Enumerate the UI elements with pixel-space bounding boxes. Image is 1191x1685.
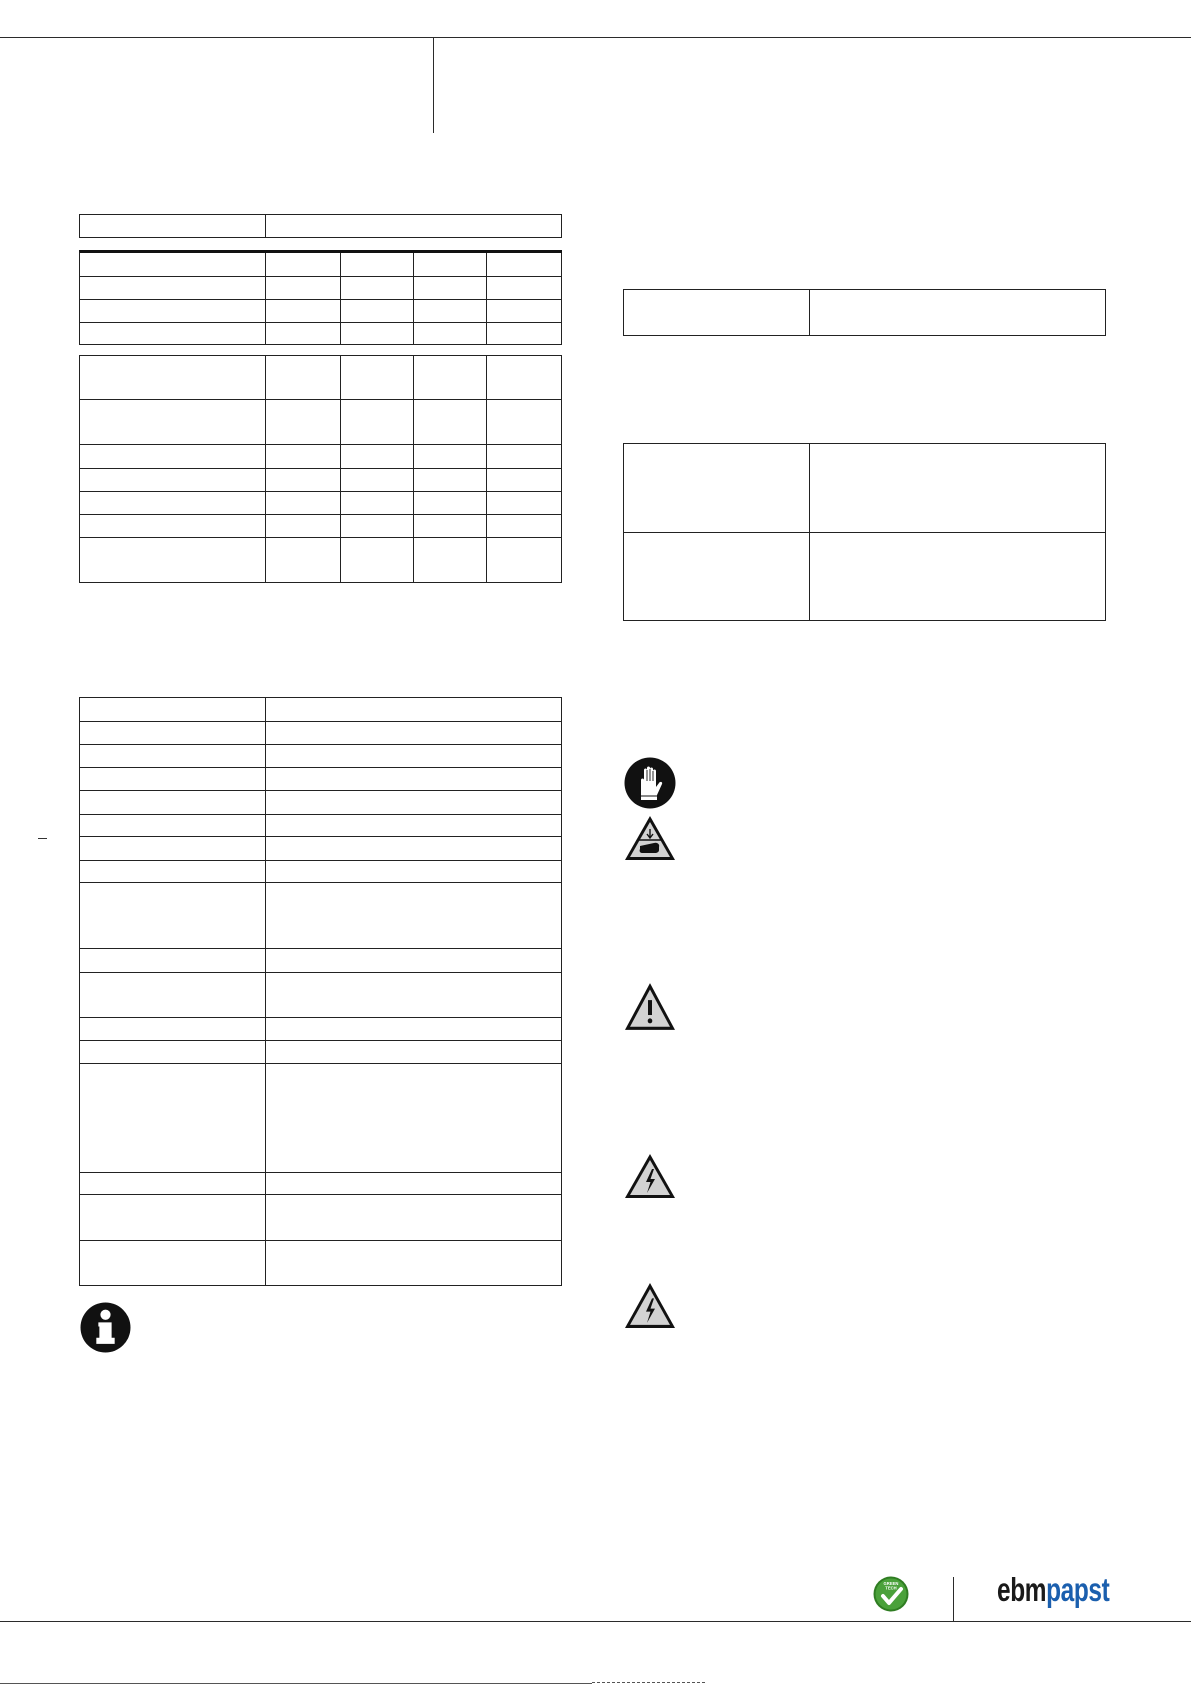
margin-mark	[38, 838, 47, 839]
info-icon	[80, 1302, 131, 1353]
table-cell	[414, 538, 487, 583]
table-cell	[80, 400, 266, 445]
table-cell	[80, 791, 266, 815]
table-cell	[341, 300, 414, 323]
table-cell	[414, 300, 487, 323]
table-cell	[266, 400, 341, 445]
table-cell	[266, 722, 562, 745]
warning-icon	[624, 982, 676, 1031]
table-cell	[80, 973, 266, 1018]
table-cell	[80, 1041, 266, 1064]
table-cell	[80, 722, 266, 745]
green-tech-badge-graphic	[873, 1576, 909, 1612]
table-cell	[414, 445, 487, 469]
table-cell	[80, 815, 266, 837]
table-cell	[487, 538, 562, 583]
table-cell	[80, 215, 266, 238]
table-cell	[487, 323, 562, 345]
table-cell	[266, 1241, 562, 1286]
table-cell	[80, 253, 266, 277]
table-cell	[80, 1018, 266, 1041]
table-cell	[80, 323, 266, 345]
table-cell	[80, 277, 266, 300]
table-data-grid-2	[79, 355, 562, 583]
logo-part-papst: papst	[1046, 1571, 1110, 1608]
table-cell	[414, 253, 487, 277]
table-cell	[266, 1018, 562, 1041]
table-cell	[80, 768, 266, 791]
hand-crush-warning-graphic	[624, 815, 676, 861]
footer-logo-divider	[953, 1577, 954, 1621]
table-cell	[341, 445, 414, 469]
gloves-icon	[624, 757, 676, 809]
exclamation-dot	[648, 1018, 653, 1023]
info-icon-dot	[100, 1310, 110, 1320]
table-cell	[266, 1064, 562, 1173]
table-cell	[341, 515, 414, 538]
electric-warning-graphic	[624, 1153, 676, 1199]
badge-text-top: GREEN	[883, 1581, 899, 1587]
table-cell	[266, 300, 341, 323]
table-cell	[341, 400, 414, 445]
exclamation-bar	[648, 1000, 652, 1015]
table-cell	[266, 949, 562, 973]
table-cell	[80, 1173, 266, 1195]
info-icon-graphic	[80, 1302, 131, 1353]
hand-crush-warning-icon	[624, 815, 676, 861]
table-cell	[414, 323, 487, 345]
green-tech-check-icon	[873, 1576, 909, 1612]
table-header-info	[79, 214, 562, 238]
table-cell	[80, 1195, 266, 1241]
electric-shock-warning-icon	[624, 1282, 676, 1329]
table-cell	[487, 400, 562, 445]
table-cell	[266, 815, 562, 837]
table-cell	[341, 356, 414, 400]
table-cell	[414, 356, 487, 400]
table-cell	[487, 515, 562, 538]
table-cell	[624, 444, 810, 533]
table-cell	[80, 300, 266, 323]
table-cell	[266, 445, 341, 469]
table-cell	[266, 538, 341, 583]
table-right-single	[623, 289, 1106, 336]
table-cell	[487, 300, 562, 323]
table-cell	[810, 290, 1106, 336]
table-cell	[266, 215, 562, 238]
header-top-rule	[0, 37, 1191, 38]
table-specifications	[79, 697, 562, 1286]
table-cell	[80, 538, 266, 583]
table-cell	[266, 973, 562, 1018]
bottom-edge-dashed-line	[592, 1682, 705, 1683]
table-cell	[80, 445, 266, 469]
table-cell	[414, 515, 487, 538]
bottom-edge-line	[0, 1683, 592, 1684]
table-cell	[266, 861, 562, 883]
table-cell	[80, 949, 266, 973]
table-cell	[80, 1064, 266, 1173]
table-cell	[414, 492, 487, 515]
table-cell	[341, 253, 414, 277]
table-cell	[624, 290, 810, 336]
table-cell	[487, 277, 562, 300]
table-cell	[80, 861, 266, 883]
table-cell	[414, 400, 487, 445]
table-cell	[810, 533, 1106, 621]
table-cell	[487, 469, 562, 492]
table-cell	[414, 469, 487, 492]
table-cell	[266, 356, 341, 400]
table-cell	[341, 469, 414, 492]
header-divider	[433, 38, 434, 133]
table-cell	[266, 323, 341, 345]
badge-text-bottom: TECH	[885, 1585, 897, 1591]
table-cell	[810, 444, 1106, 533]
table-cell	[341, 492, 414, 515]
table-cell	[487, 253, 562, 277]
ebmpapst-logo	[997, 1573, 1109, 1606]
table-cell	[487, 445, 562, 469]
table-cell	[80, 1241, 266, 1286]
table-cell	[487, 492, 562, 515]
table-right-double	[623, 443, 1106, 621]
table-cell	[266, 698, 562, 722]
table-cell	[266, 1041, 562, 1064]
gloves-icon-graphic	[624, 757, 676, 809]
footer-rule	[0, 1621, 1191, 1622]
table-cell	[80, 515, 266, 538]
table-cell	[341, 277, 414, 300]
table-cell	[266, 253, 341, 277]
table-cell	[341, 538, 414, 583]
table-cell	[266, 1195, 562, 1241]
electric-warning-graphic	[624, 1282, 676, 1329]
table-cell	[80, 745, 266, 768]
warning-icon-graphic	[624, 982, 676, 1031]
table-cell	[80, 698, 266, 722]
table-cell	[266, 469, 341, 492]
table-cell	[266, 883, 562, 949]
table-cell	[266, 791, 562, 815]
table-cell	[341, 323, 414, 345]
table-cell	[266, 277, 341, 300]
table-cell	[266, 837, 562, 861]
logo-part-ebm: ebm	[997, 1571, 1047, 1608]
table-data-grid-1	[79, 250, 562, 345]
table-cell	[80, 469, 266, 492]
table-cell	[266, 768, 562, 791]
table-cell	[624, 533, 810, 621]
electric-shock-warning-icon	[624, 1153, 676, 1199]
table-cell	[80, 492, 266, 515]
table-cell	[266, 492, 341, 515]
table-cell	[80, 883, 266, 949]
table-cell	[414, 277, 487, 300]
table-cell	[487, 356, 562, 400]
table-cell	[80, 356, 266, 400]
table-cell	[80, 837, 266, 861]
table-cell	[266, 515, 341, 538]
table-cell	[266, 1173, 562, 1195]
table-cell	[266, 745, 562, 768]
